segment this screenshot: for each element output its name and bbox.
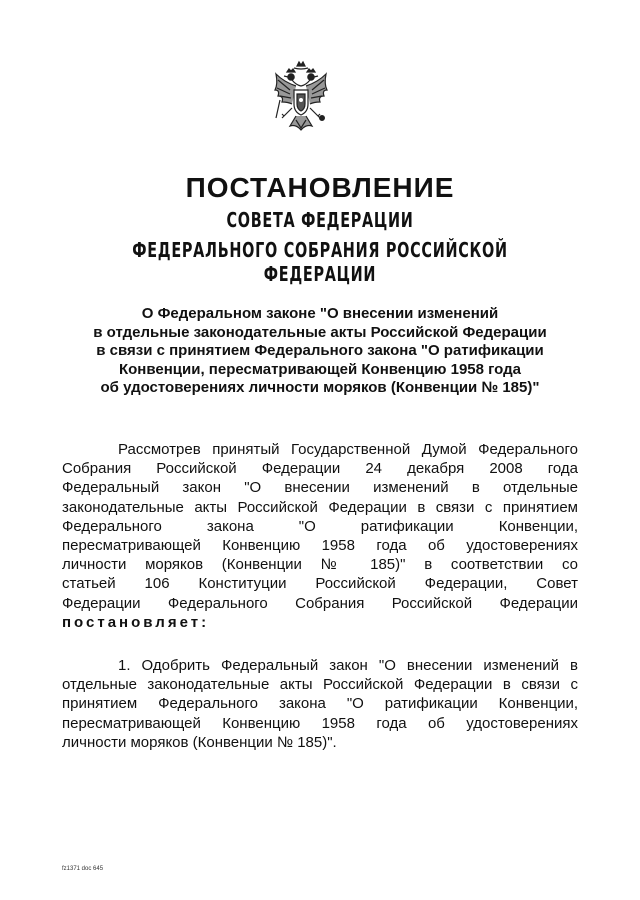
subject-line: об удостоверениях личности моряков (Конвенции № 185)" [100, 379, 540, 396]
subject-line: в связи с принятием Федерального закона "О ратификации [96, 342, 544, 359]
paragraph-line: личности моряков (Конвенции № 185)". [62, 733, 337, 751]
paragraph-line: личности моряков (Конвенции № 185)" в соответствии со [62, 556, 578, 574]
document-reference: fz1371 doc 645 [62, 866, 104, 872]
paragraph-line: Федерации Федерального Собрания Российской Федерации [62, 594, 578, 612]
document-title: ПОСТАНОВЛЕНИЕ [185, 172, 455, 203]
document-subject [60, 305, 580, 398]
resolution-paragraph-1 [62, 656, 578, 752]
paragraph-line: принятием Федерального закона "О ратификации Конвенции, [62, 695, 578, 713]
paragraph-line: законодательные акты Российской Федерации в связи с принятием [62, 498, 578, 516]
paragraph-line: отдельные законодательные акты Российской Федерации в связи с [62, 676, 578, 694]
paragraph-line: пересматривающей Конвенцию 1958 года об удостоверениях [62, 536, 578, 554]
paragraph-line: 1. Одобрить Федеральный закон "О внесении изменений в [118, 657, 578, 674]
paragraph-line: Собрания Российской Федерации 24 декабря 2008 года [62, 460, 578, 478]
preamble-paragraph [62, 440, 578, 632]
paragraph-line: Федерального закона "О ратификации Конвенции, [62, 517, 578, 535]
paragraph-line: Рассмотрев принятый Государственной Думой Федерального [118, 441, 578, 458]
issuer-line-2: ФЕДЕРАЛЬНОГО СОБРАНИЯ РОССИЙСКОЙ ФЕДЕРАЦИИ [132, 238, 508, 286]
coat-of-arms-icon [270, 60, 332, 140]
paragraph-line: Федеральный закон "О внесении изменений в отдельные [62, 479, 578, 497]
subject-line: в отдельные законодательные акты Российской Федерации [93, 323, 547, 341]
paragraph-line: пересматривающей Конвенцию 1958 года об удостоверениях [62, 714, 578, 732]
subject-line: Конвенции, пересматривающей Конвенцию 1958 года [118, 360, 522, 378]
resolves-keyword: постановляет: [62, 613, 210, 631]
subject-line: О Федеральном законе "О внесении изменений [141, 305, 499, 322]
issuer-line-1: СОВЕТА ФЕДЕРАЦИИ [226, 208, 414, 232]
paragraph-line: статьей 106 Конституции Российской Федерации, Совет [62, 575, 578, 593]
